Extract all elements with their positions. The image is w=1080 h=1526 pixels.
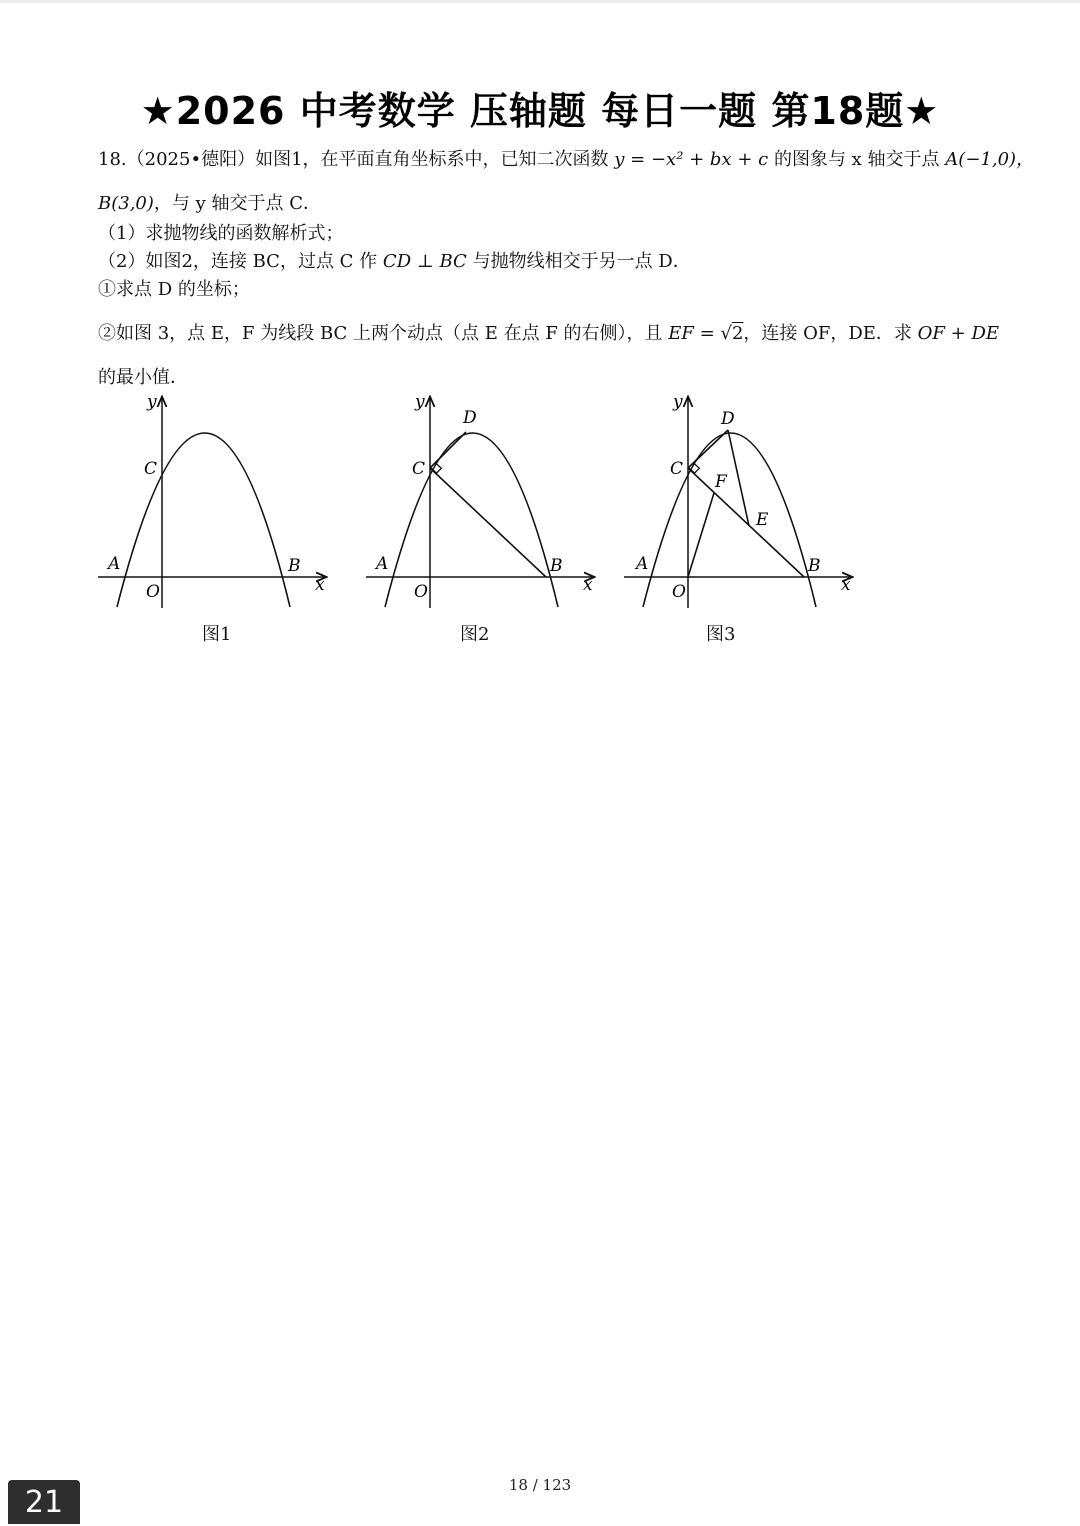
segment-cd [430,432,466,468]
sub-question-1: ①求点 D 的坐标； [98,279,250,300]
problem-source: （2025•德阳） [126,149,256,170]
x-axis-label: x [315,575,325,595]
page-indicator [0,1476,1080,1494]
top-border [0,0,1080,3]
point-e-label: E [756,510,769,530]
part-1: （1）求抛物线的函数解析式； [98,223,344,244]
figure-3 [618,390,868,615]
point-d-label: D [721,409,735,429]
sub-2-text-a: ②如图 3，点 E，F 为线段 BC 上两个动点（点 E 在点 F 的右侧），且 [98,323,663,344]
total-pages: 123 [542,1476,572,1494]
point-d-label: D [463,408,477,428]
point-a-label: A [108,554,121,574]
point-b-label: B [550,556,563,576]
parabola [117,433,290,607]
point-a: A(−1,0)， [945,149,1035,170]
point-b-label: B [288,556,301,576]
segment-bc [430,468,546,577]
point-c-label: C [412,459,426,479]
y-axis-label: y [415,392,425,412]
sum-expression: OF + DE [917,323,1000,344]
point-b: B(3,0) [98,193,154,214]
function-expression: y = −x² + bx + c [614,149,769,170]
page-separator: / [532,1476,538,1494]
ef-label: EF = [668,323,715,344]
origin-label: O [414,582,428,602]
segment-de [728,430,749,526]
problem-intro: 如图1，在平面直角坐标系中，已知二次函数 [255,149,609,170]
problem-line-2 [98,192,321,216]
x-axis-label: x [583,575,593,595]
x-axis-label: x [841,575,851,595]
sub-question-2 [98,322,999,346]
origin-label: O [146,582,160,602]
parabola [643,433,816,607]
point-f-label: F [715,472,727,492]
sqrt-symbol: √ [720,323,732,344]
problem-line2-tail: ，与 y 轴交于点 C． [153,193,322,214]
figure-2 [360,390,610,615]
part-2-text-b: 与抛物线相交于另一点 D． [472,251,691,272]
y-axis-label: y [673,392,683,412]
sqrt-radicand: 2 [731,323,744,344]
segment-cd [688,430,728,468]
figure-1 [92,390,342,615]
y-axis-label: y [147,392,157,412]
sub-2-text-b: ，连接 OF，DE．求 [743,323,912,344]
figure-3-caption: 图3 [706,624,736,645]
problem-line-1 [98,148,1034,172]
problem-intro-tail: 的图象与 x 轴交于点 [773,149,940,170]
origin-label: O [672,582,686,602]
parabola [385,433,558,607]
part-2-text-a: （2）如图2，连接 BC，过点 C 作 [98,251,378,272]
sub-question-2-end: 的最小值． [98,367,188,388]
page-title: ★2026 中考数学 压轴题 每日一题 第18题★ [140,89,940,133]
perpendicular-expr: CD ⊥ BC [382,251,467,272]
page-badge: 21 [8,1480,80,1524]
part-2 [98,250,691,274]
segment-of [688,493,714,577]
point-a-label: A [636,554,649,574]
current-page: 18 [508,1476,528,1494]
point-c-label: C [144,459,158,479]
problem-number: 18. [98,149,127,170]
point-c-label: C [670,459,684,479]
point-a-label: A [376,554,389,574]
figure-1-caption: 图1 [202,624,232,645]
point-b-label: B [808,556,821,576]
figure-2-caption: 图2 [460,624,490,645]
